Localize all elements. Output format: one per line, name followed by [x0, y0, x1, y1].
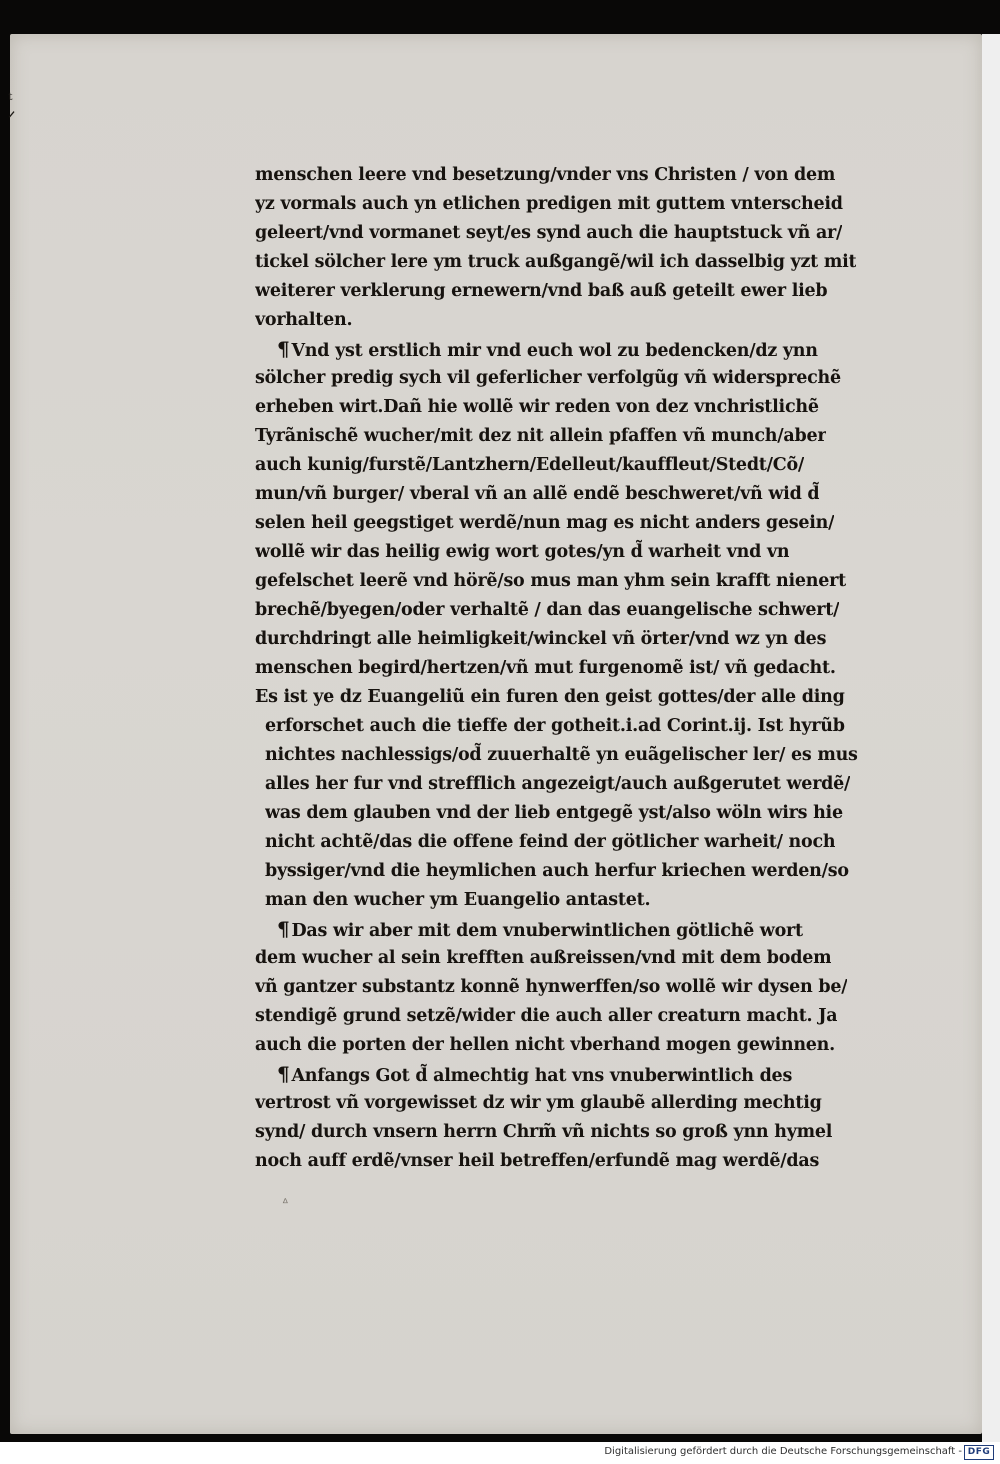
binding-mark: ᵗ ᐟ: [8, 90, 16, 129]
text-line-19: Es ist ye dz Euangeliũ ein furen den geist gottes/der alle ding: [255, 687, 845, 707]
text-line-2: yz vormals auch yn etlichen predigen mit guttem vnterscheid: [255, 194, 843, 214]
text-line-29: vñ gantzer substantz konnẽ hynwerffen/so wollẽ wir dysen be/: [255, 977, 848, 997]
paragraph-4-line-1: [277, 1059, 792, 1089]
text-line-23: was dem glauben vnd der lieb entgegẽ yst/also wöln wirs hie: [265, 803, 843, 823]
dfg-logo-icon[interactable]: DFG: [964, 1445, 994, 1460]
text-line-11: auch kunig/furstẽ/Lantzhern/Edelleut/kauffleut/Stedt/Cõ/: [255, 455, 805, 475]
text-line-18: menschen begird/hertzen/vñ mut furgenomẽ ist/ vñ gedacht.: [255, 658, 836, 678]
text-line-34: synd/ durch vnsern herrn Chrm̃ vñ nichts so groß ynn hymel: [255, 1122, 833, 1142]
text-line-12: mun/vñ burger/ vberal vñ an allẽ endẽ beschweret/vñ wid d̃: [255, 484, 820, 504]
text-line-10: Tyrãnischẽ wucher/mit dez nit allein pfaffen vñ munch/aber: [255, 426, 827, 446]
text-line-6: vorhalten.: [255, 310, 353, 330]
text-line-7: Vnd yst erstlich mir vnd euch wol zu bedencken/dz ynn: [291, 341, 818, 361]
pilcrow-icon: ¶: [277, 337, 290, 361]
text-line-14: wollẽ wir das heilig ewig wort gotes/yn d̃ warheit vnd vn: [255, 542, 790, 562]
text-line-3: geleert/vnd vormanet seyt/es synd auch die hauptstuck vñ ar/: [255, 223, 843, 243]
text-line-20: erforschet auch die tieffe der gotheit.i.ad Corint.ij. Ist hyrũb: [265, 716, 845, 736]
footer-bar: [0, 1442, 1000, 1464]
text-line-26: man den wucher ym Euangelio antastet.: [265, 890, 651, 910]
text-line-35: noch auff erdẽ/vnser heil betreffen/erfundẽ mag werdẽ/das: [255, 1151, 820, 1171]
pilcrow-icon: ¶: [277, 1062, 290, 1086]
text-line-27: Das wir aber mit dem vnuberwintlichen götlichẽ wort: [291, 921, 803, 941]
funding-credit: Digitalisierung gefördert durch die Deutsche Forschungsgemeinschaft -: [604, 1446, 962, 1457]
paragraph-3-line-1: [277, 914, 803, 944]
text-line-5: weiterer verklerung ernewern/vnd baß auß geteilt ewer lieb: [255, 281, 828, 301]
text-line-22: alles her fur vnd strefflich angezeigt/auch außgerutet werdẽ/: [265, 774, 851, 794]
text-line-21: nichtes nachlessigs/od̃ zuuerhaltẽ yn euãgelischer ler/ es mus: [265, 745, 858, 765]
text-line-30: stendigẽ grund setzẽ/wider die auch aller creaturn macht. Ja: [255, 1006, 838, 1026]
text-line-4: tickel sölcher lere ym truck außgangẽ/wil ich dasselbig yzt mit: [255, 252, 857, 272]
text-line-32: Anfangs Got d̃ almechtig hat vns vnuberwintlich des: [291, 1066, 793, 1086]
pilcrow-icon: ¶: [277, 917, 290, 941]
text-line-31: auch die porten der hellen nicht vberhand mogen gewinnen.: [255, 1035, 835, 1055]
text-line-1: menschen leere vnd besetzung/vnder vns Christen / von dem: [255, 165, 836, 185]
paper-smudge: ᐞ: [282, 1196, 289, 1210]
text-line-8: sölcher predig sych vil geferlicher verfolgũg vñ widersprechẽ: [255, 368, 841, 388]
page-edge-strip: [982, 34, 1000, 1442]
text-line-16: brechẽ/byegen/oder verhaltẽ / dan das euangelische schwert/: [255, 600, 840, 620]
text-line-25: byssiger/vnd die heymlichen auch herfur kriechen werden/so: [265, 861, 849, 881]
text-line-33: vertrost vñ vorgewisset dz wir ym glaubẽ allerding mechtig: [255, 1093, 822, 1113]
text-line-24: nicht achtẽ/das die offene feind der götlicher warheit/ noch: [265, 832, 836, 852]
text-line-9: erheben wirt.Dañ hie wollẽ wir reden von dez vnchristlichẽ: [255, 397, 819, 417]
text-line-13: selen heil geegstiget werdẽ/nun mag es nicht anders gesein/: [255, 513, 835, 533]
paragraph-2-line-1: [277, 334, 818, 364]
text-line-17: durchdringt alle heimligkeit/winckel vñ örter/vnd wz yn des: [255, 629, 827, 649]
text-line-28: dem wucher al sein krefften außreissen/vnd mit dem bodem: [255, 948, 832, 968]
text-line-15: gefelschet leerẽ vnd hörẽ/so mus man yhm sein krafft nienert: [255, 571, 846, 591]
